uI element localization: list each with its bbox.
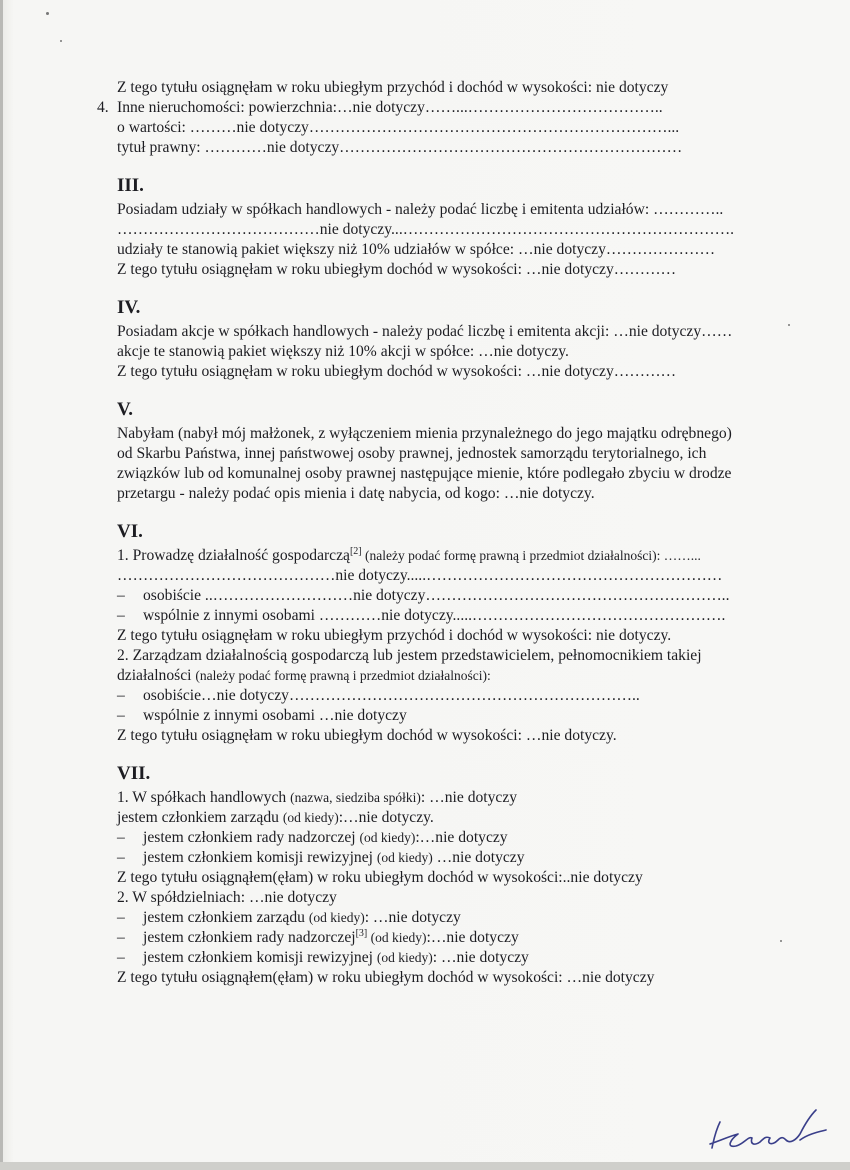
text-line: od Skarbu Państwa, innej państwowej osoby prawnej, jednostek samorządu terytorialnego, ich — [117, 445, 707, 462]
dash-item — [117, 686, 797, 706]
text-line: przetargu - należy podać opis mienia i datę nabycia, od kogo: …nie dotyczy. — [117, 485, 595, 502]
text-line: Z tego tytułu osiągnąłem(ęłam) w roku ubiegłym dochód w wysokości:..nie dotyczy — [117, 869, 643, 886]
dash-text: osobiście…nie dotyczy………………………………………………………….. — [143, 687, 640, 704]
line-text: : …nie dotyczy — [420, 789, 518, 806]
line-text: jestem członkiem komisji rewizyjnej — [143, 949, 377, 966]
footnote-ref: [2] — [349, 545, 362, 557]
page-edge-shadow — [0, 0, 3, 1170]
line-text: :…nie dotyczy — [415, 829, 508, 846]
line-text: 1. W spółkach handlowych — [117, 789, 291, 806]
line-text: :…nie dotyczy. — [338, 809, 434, 826]
dash-item — [117, 948, 797, 968]
text-line: Z tego tytułu osiągnęłam w roku ubiegłym dochód w wysokości: …nie dotyczy………… — [117, 363, 677, 380]
text-line: 2. W spółdzielniach: …nie dotyczy — [117, 889, 337, 906]
text-line: Posiadam udziały w spółkach handlowych - należy podać liczbę i emitenta udziałów: ………….. — [117, 201, 724, 218]
dash-item — [117, 606, 797, 626]
text-line — [117, 808, 797, 828]
dash-item — [117, 828, 797, 848]
line-text: :…nie dotyczy — [426, 929, 519, 946]
section-heading-iv: IV. — [117, 297, 141, 318]
text-line — [117, 546, 797, 566]
line-text: jestem członkiem zarządu — [117, 809, 283, 826]
line-text: 1. Prowadzę działalność gospodarczą — [117, 547, 350, 564]
dash-text — [117, 829, 508, 846]
dash-text — [117, 929, 519, 946]
dash-mark: – — [117, 687, 125, 704]
line-text: jestem członkiem komisji rewizyjnej — [143, 849, 377, 866]
text-line — [117, 788, 797, 808]
text-line: związków lub od komunalnej osoby prawnej następujące mienie, które podlegało zbyciu w drodze — [117, 465, 732, 482]
dash-text — [117, 949, 529, 966]
dash-item — [117, 848, 797, 868]
dash-text: osobiście ..………………………nie dotyczy………………………………………………….. — [143, 587, 730, 604]
dash-item — [117, 928, 797, 948]
text-line: akcje te stanowią pakiet większy niż 10% akcji w spółce: …nie dotyczy. — [117, 343, 569, 360]
text-line: Z tego tytułu osiągnęłam w roku ubiegłym dochód w wysokości: …nie dotyczy. — [117, 727, 617, 744]
text-line: o wartości: ………nie dotyczy……………………………………………………………... — [117, 119, 680, 136]
dash-mark: – — [117, 829, 125, 846]
declaration-content — [97, 78, 797, 988]
line-text: jestem członkiem rady nadzorczej — [143, 829, 360, 846]
dash-text: wspólnie z innymi osobami …nie dotyczy — [143, 707, 407, 724]
dash-mark: – — [117, 849, 125, 866]
dash-mark: – — [117, 929, 125, 946]
numbered-item-4 — [97, 98, 797, 118]
dash-item — [117, 908, 797, 928]
line-text: działalności — [117, 667, 196, 684]
text-line: Z tego tytułu osiągnęłam w roku ubiegłym dochód w wysokości: …nie dotyczy………… — [117, 261, 677, 278]
line-text: : …nie dotyczy — [364, 909, 461, 926]
dash-item — [117, 586, 797, 606]
line-note: (od kiedy) — [308, 910, 365, 925]
text-line: Nabyłam (nabył mój małżonek, z wyłączeniem mienia przynależnego do jego majątku odrębnego) — [117, 425, 732, 442]
line-note: (od kiedy) — [367, 930, 427, 945]
footnote-ref: [3] — [355, 927, 368, 939]
scan-speck — [60, 40, 62, 42]
text-line: Z tego tytułu osiągnęłam w roku ubiegłym przychód i dochód w wysokości: nie dotyczy. — [117, 627, 672, 644]
section-heading-vi: VI. — [117, 521, 143, 542]
line-note: (należy podać formę prawną i przedmiot działalności): ……... — [361, 548, 701, 563]
text-line — [117, 666, 797, 686]
item-text: Inne nieruchomości: powierzchnia:…nie dotyczy……...……………………………….. — [117, 99, 663, 116]
dash-text — [117, 849, 525, 866]
text-line: 2. Zarządzam działalnością gospodarczą lub jestem przedstawicielem, pełnomocnikiem takiej — [117, 647, 702, 664]
dash-mark: – — [117, 587, 125, 604]
section-heading-iii: III. — [117, 175, 144, 196]
scan-speck — [46, 12, 49, 15]
text-line: udziały te stanowią pakiet większy niż 10% udziałów w spółce: …nie dotyczy………………… — [117, 241, 716, 258]
text-line: Posiadam akcje w spółkach handlowych - należy podać liczbę i emitenta akcji: …nie dotyczy…… — [117, 323, 733, 340]
line-note: (należy podać formę prawną i przedmiot działalności): — [195, 668, 491, 683]
line-text: …nie dotyczy — [432, 849, 525, 866]
section-heading-vii: VII. — [117, 763, 151, 784]
line-text: : …nie dotyczy — [432, 949, 529, 966]
text-line: Z tego tytułu osiągnąłem(ęłam) w roku ubiegłym dochód w wysokości: …nie dotyczy — [117, 969, 655, 986]
dash-mark: – — [117, 909, 125, 926]
dash-text — [117, 909, 461, 926]
dash-mark: – — [117, 949, 125, 966]
handwritten-signature — [700, 1100, 840, 1160]
dash-text: wspólnie z innymi osobami …………nie dotyczy.....…………………………………………. — [143, 607, 726, 624]
text-line: tytuł prawny: …………nie dotyczy………………………………………………………… — [117, 139, 683, 156]
text-line: …………………………………nie dotyczy...………………………………………………………. — [117, 221, 735, 238]
line-text: jestem członkiem rady nadzorczej — [143, 929, 356, 946]
line-note: (od kiedy) — [282, 810, 339, 825]
dash-item — [117, 706, 797, 726]
text-line: Z tego tytułu osiągnęłam w roku ubiegłym przychód i dochód w wysokości: nie dotyczy — [117, 79, 669, 96]
page-bottom-edge — [0, 1162, 850, 1170]
line-text: jestem członkiem zarządu — [143, 909, 309, 926]
line-note: (nazwa, siedziba spółki) — [290, 790, 421, 805]
line-note: (od kiedy) — [376, 850, 433, 865]
line-note: (od kiedy) — [376, 950, 433, 965]
line-note: (od kiedy) — [359, 830, 416, 845]
section-heading-v: V. — [117, 399, 134, 420]
dash-mark: – — [117, 707, 125, 724]
text-line: ……………………………………nie dotyczy.....………………………………………………… — [117, 567, 723, 584]
dash-mark: – — [117, 607, 125, 624]
item-number: 4. — [97, 99, 109, 116]
